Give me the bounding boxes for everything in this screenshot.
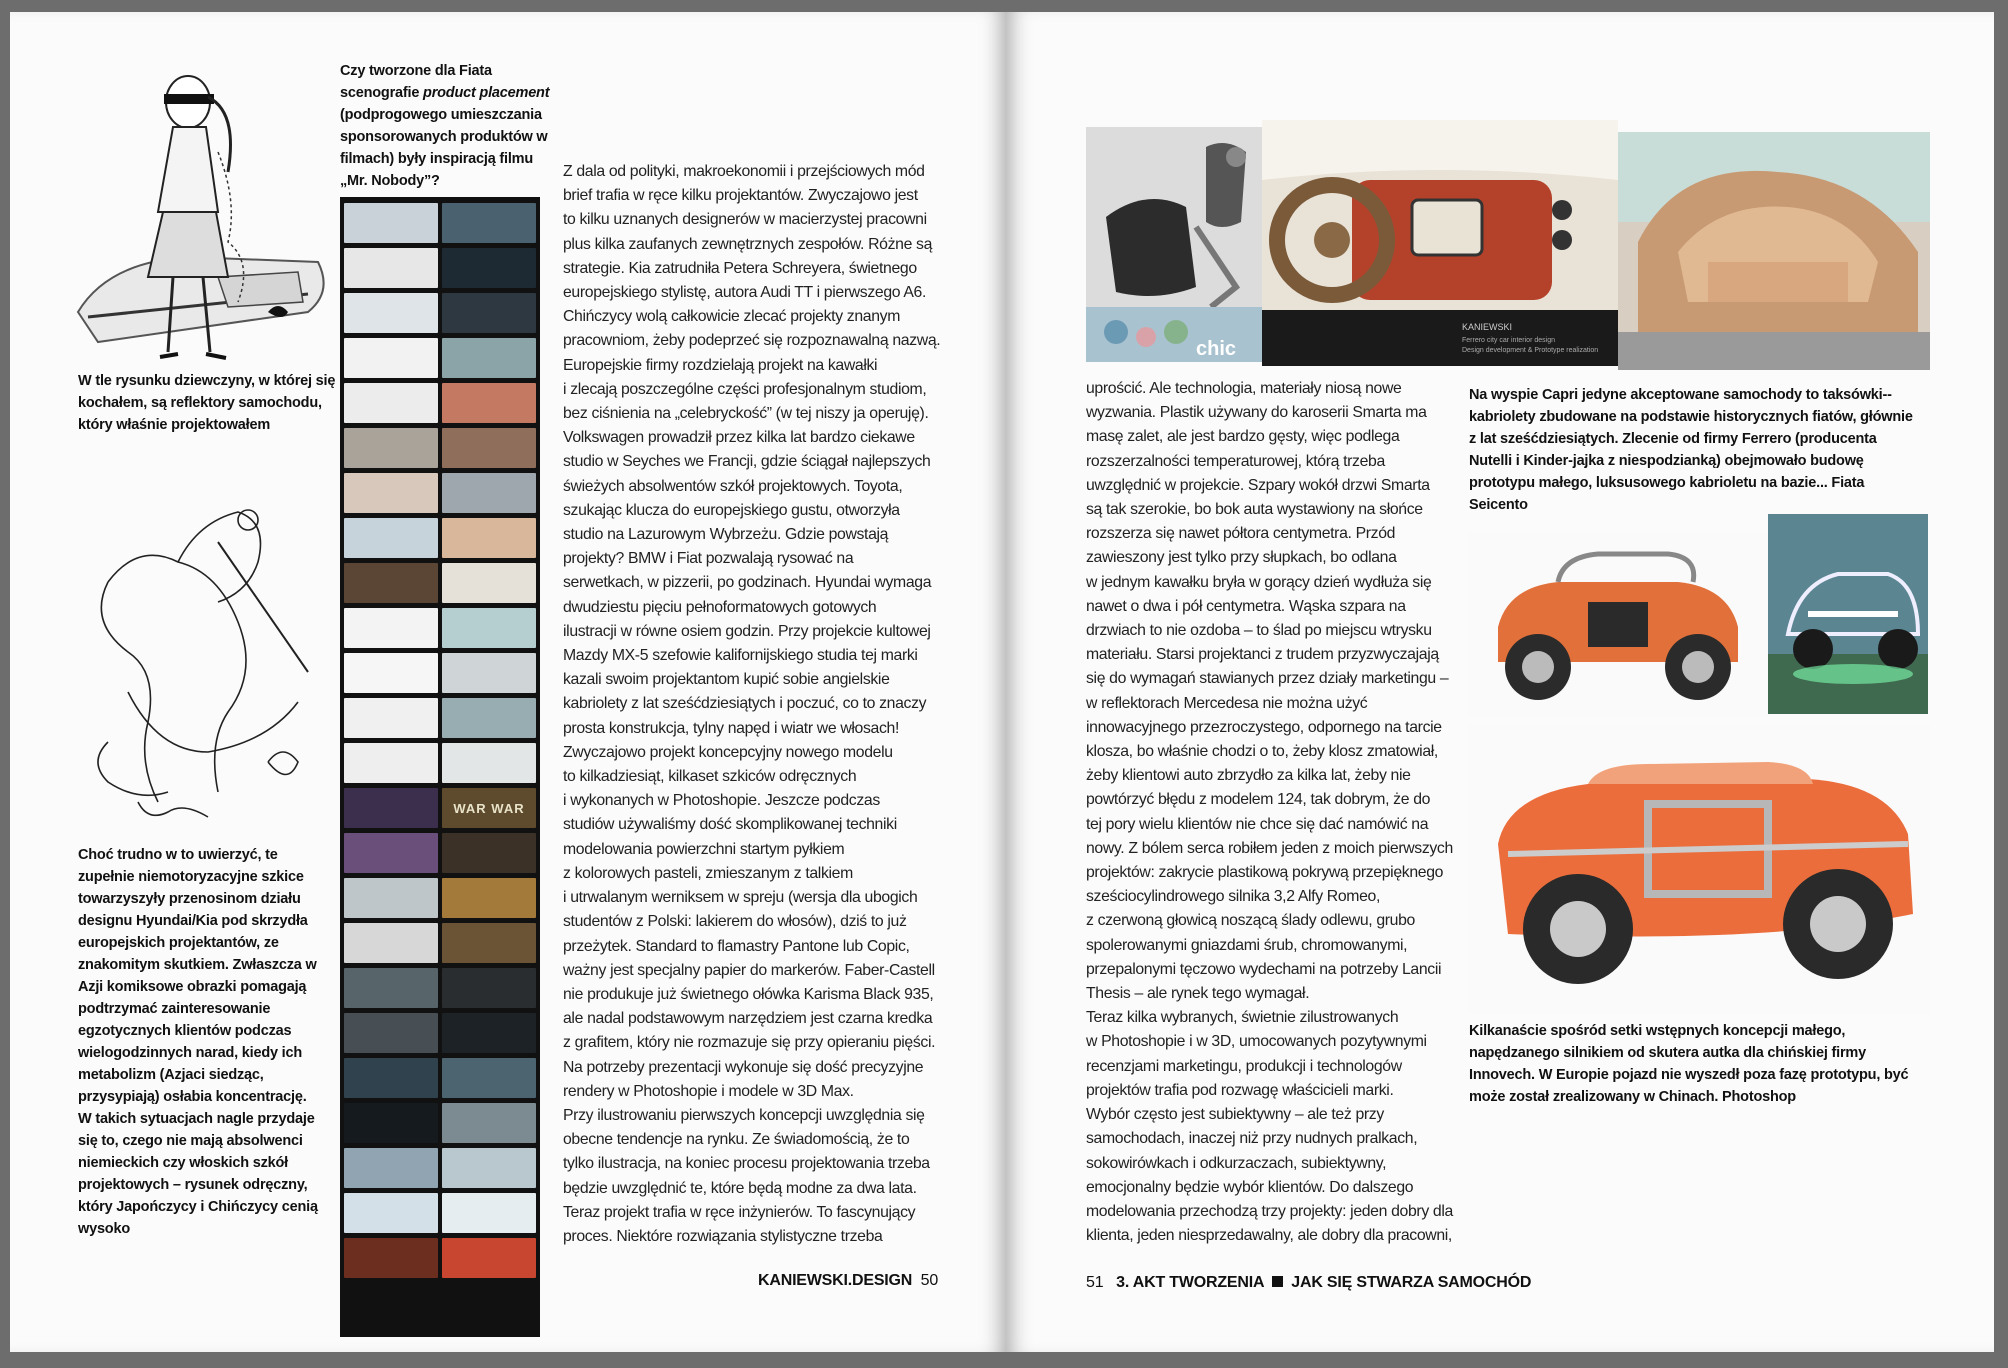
text-line: nawet o dwa i pół centymetra. Wąska szpara na [1086,597,1406,615]
glowing-buggy-render [1768,514,1928,714]
film-still [442,563,536,603]
film-still [442,1103,536,1143]
text-line: materiału. Starsi projektanci z trudem przyzwyczajają [1086,646,1439,664]
text-line: są tak szerokie, bo bok auta wystawiony na słońce [1086,501,1423,519]
text-line: ilustracji w równe osiem godzin. Przy projekcie kultowej [563,622,931,640]
film-still [442,878,536,918]
caption-fiat-italic: product placement [423,85,550,101]
caption-fiat-product-placement [340,60,550,192]
film-still [344,563,438,603]
caption-innovech: Kilkanaście spośród setki wstępnych koncepcji małego, napędzanego silnikiem od skutera autka dla chińskiej firmy Innovech. W Europie pojazd nie wyszedł poza fazę prototypu, być może został zrealizowany w Chinach. Photoshop [1469,1023,1909,1105]
caption-capri: Na wyspie Capri jedyne akceptowane samochody to taksówki--kabriolety zbudowane na podstawie historycznych fiatów, głównie z lat sześćdziesiątych. Zlecenie od firmy Ferrero (producenta Nutelli i Kinder-jajka z niespodzianką) obejmowało budowę prototypu małego, luksusowego kabrioletu na bazie... Fiata Seicento [1469,387,1913,513]
film-still-war [442,788,536,828]
text-line: uprościć. Ale technologia, materiały niosą nowe [1086,380,1402,397]
film-still [442,428,536,468]
film-still [344,1238,438,1278]
film-still [344,203,438,243]
text-line: Chińczycy wolą całkowicie zlecać projekty znanym [563,308,901,326]
body-text-left [563,160,963,1249]
text-line: samochodach, inaczej niż przy nudnych pralkach, [1086,1130,1418,1148]
film-still [344,743,438,783]
text-line: pracowniom, żeby podeprzeć się rozpoznawalną nazwą. [563,332,941,350]
text-line: spolerowanymi gniazdami śrub, chromowanymi, [1086,936,1408,954]
film-still [344,1013,438,1053]
text-line: europejskiego stylistę, autora Audi TT i pierwszego A6. [563,284,927,302]
footer-left [758,1272,938,1290]
text-line: rendery w Photoshopie i modele w 3D Max. [563,1082,854,1100]
film-still [344,833,438,873]
film-stills-collage [340,197,540,1337]
seat-design-photo [1086,127,1262,362]
film-still [442,923,536,963]
text-line: ale nadal podstawowym narzędziem jest czarna kredka [563,1010,933,1028]
film-still [442,608,536,648]
film-still [442,338,536,378]
text-line: uwzględnić w projekcie. Szpary wokół drzwi Smarta [1086,476,1430,494]
prototype-body-photo [1618,132,1930,370]
text-line: w Photoshopie i w 3D, umocowanych pozytywnymi [1086,1033,1427,1051]
text-line: tylko ilustracja, na koniec procesu projektowania trzeba [563,1155,930,1173]
text-line: rozszerzalności temperaturowej, którą trzeba [1086,452,1385,470]
text-line: i wykonanych w Photoshopie. Jeszcze podczas [563,792,880,810]
text-line: powtórzyć błędu z modelem 124, tak dobrym, że do [1086,791,1431,809]
interior-subtitle-1: Ferrero city car interior design [1462,337,1555,344]
text-line: przeżytek. Standard to flamastry Pantone lub Copic, [563,937,910,955]
text-line: recenzjami marketingu, produkcji i technologów [1086,1057,1402,1075]
text-line: wyzwania. Plastik używany do karoserii Smarta ma [1086,404,1427,422]
text-line: i zlecają poszczególne części profesjonalnym studiom, [563,380,927,398]
text-line: to kilku uznanych designerów w macierzystej pracowni [563,211,927,229]
text-line: sześciocylindrowego silnika 3,2 Alfy Romeo, [1086,888,1381,906]
text-line: to kilkadziesiąt, kilkaset szkiców odręcznych [563,768,857,786]
text-line: studentów z Polski: lakierem do włosów), dziś to już [563,913,907,931]
text-line: kabriolety z lat sześćdziesiątych i poczuć, co to znaczy [563,695,927,713]
text-line: Przy ilustrowaniu pierwszych koncepcji uwzględnia się [563,1106,925,1124]
text-line: nie produkuje już świetnego ołówka Karisma Black 935, [563,985,934,1003]
page-number-left: 50 [920,1272,939,1289]
film-still [442,248,536,288]
caption-fiat-part3: (podprogowego umieszczania sponsorowanych produktów w filmach) były inspiracją filmu „Mr. Nobody”? [340,107,548,189]
horseman-sketch-illustration [68,502,338,832]
text-line: zawieszony jest tylko przy słupkach, bo odlana [1086,549,1397,567]
text-line: serwetkach, w pizzerii, po godzinach. Hyundai wymaga [563,574,932,592]
text-line: w reflektorach Mercedesa nie można użyć [1086,694,1368,712]
text-line: proces. Niektóre rozwiązania stylistyczne trzeba [563,1227,883,1245]
text-line: Thesis – ale rynek tego wymagał. [1086,985,1310,1003]
film-title-text: WAR WAR [453,800,525,816]
film-still [344,698,438,738]
text-line: świeżych absolwentów szkół projektowych. Toyota, [563,477,903,495]
text-line: i utrwalanym werniksem w spreju (wersja dla ubogich [563,889,918,907]
film-still [344,1148,438,1188]
text-line: masę zalet, ale jest bardzo gęsty, więc podlega [1086,428,1400,446]
film-still [344,383,438,423]
film-still [344,1103,438,1143]
text-line: klosza, bo właśnie chodzi o to, żeby klosz zmatowiał, [1086,743,1438,761]
body-text-right [1086,377,1466,1248]
text-line: Wybór często jest subiektywny – ale też przy [1086,1106,1384,1124]
orange-buggy-render [1468,532,1768,717]
film-still [442,203,536,243]
left-page [10,12,1006,1352]
text-line: Z dala od polityki, makroekonomii i przejściowych mód [563,163,925,180]
convertible-buggy-render [1468,724,1930,1014]
section-title: JAK SIĘ STWARZA SAMOCHÓD [1291,1274,1532,1291]
film-still [442,653,536,693]
caption-fiat-part2: scenografie [340,85,424,101]
text-line: brief trafia w ręce kilku projektantów. Zwyczajowo jest [563,187,918,205]
film-still [344,1058,438,1098]
text-line: modelowania powierzchni startym pyłkiem [563,840,845,858]
text-line: ważny jest specjalny papier do markerów. Faber-Castell [563,961,935,979]
film-still [344,878,438,918]
text-line: nowy. Z bólem serca robiłem jeden z moich pierwszych [1086,839,1453,857]
text-line: plus kilka zaufanych zewnętrznych zespołów. Różne są [563,235,933,253]
film-still [442,1148,536,1188]
text-line: Teraz kilka wybranych, świetnie zilustrowanych [1086,1009,1399,1027]
film-still [344,968,438,1008]
film-still [442,698,536,738]
text-line: Mazdy MX-5 szefowie kalifornijskiego studia tej marki [563,647,918,665]
text-line: rozszerza się nawet półtora centymetra. Przód [1086,525,1396,543]
text-line: Europejskie firmy rozdzielają projekt na kawałki [563,356,878,374]
film-still [344,338,438,378]
film-still [442,1193,536,1233]
text-line: bez ciśnienia na „celebryckość” (w tej niszy ja operuję). [563,405,929,423]
text-line: z grafitem, który nie rozmazuje się przy opieraniu pięści. [563,1034,936,1052]
text-line: w jednym kawałku bryła w gorący dzień wydłuża się [1086,573,1432,591]
square-bullet-icon [1272,1276,1283,1287]
girl-sketch-illustration [68,62,338,372]
text-line: drzwiach to nie ozdoba – to ślad po miejscu wtrysku [1086,622,1432,640]
text-line: się do wymagań stawianych przez działy marketingu – [1086,670,1449,688]
chic-logo-text: chic [1196,338,1237,360]
text-line: przepalonymi tęczowo wydechami na potrzeby Lancii [1086,960,1442,978]
text-line: dwudziestu pięciu pełnoformatowych gotowych [563,598,877,616]
film-still [442,518,536,558]
interior-subtitle-2: Design development & Prototype realization [1462,347,1599,354]
film-still [442,473,536,513]
film-still [442,968,536,1008]
text-line: z czerwoną głowicą noszącą ślady odlewu, grubo [1086,912,1415,930]
film-still [442,1058,536,1098]
text-line: modelowania przechodzą trzy projekty: jeden dobry dla [1086,1202,1453,1220]
film-still [442,293,536,333]
text-line: studio na Lazurowym Wybrzeżu. Gdzie powstają [563,526,889,544]
film-still [344,608,438,648]
text-line: żeby klientowi auto zbrzydło za kilka lat, żeby nie [1086,767,1411,785]
text-line: projekty? BMW i Fiat pozwalają rysować na [563,550,854,568]
text-line: tej pory wielu klientów nie chce się dać namówić na [1086,815,1429,833]
film-still [344,248,438,288]
text-line: Na potrzeby prezentacji wykonuje się dość precyzyjne [563,1058,924,1076]
film-still [344,1193,438,1233]
text-line: sokowirówkach i odkurzaczach, subiektywny, [1086,1154,1387,1172]
footer-right [1086,1274,1586,1292]
text-line: kazali swoim projektantom kupić sobie angielskie [563,671,890,689]
dashboard-interior-photo [1262,120,1618,366]
film-still [344,518,438,558]
film-still [442,383,536,423]
chapter-title: 3. AKT TWORZENIA [1116,1274,1264,1291]
text-line: emocjonalny będzie wybór klientów. Do dalszego [1086,1178,1414,1196]
footer-brand: KANIEWSKI.DESIGN [758,1272,913,1289]
text-line: projektów trafia pod rozwagę właścicieli marki. [1086,1081,1394,1099]
page-number-right: 51 [1086,1274,1104,1291]
film-still [442,1013,536,1053]
film-still [344,473,438,513]
film-still [344,293,438,333]
film-still [344,923,438,963]
text-line: obecne tendencje na rynku. Ze świadomością, że to [563,1131,910,1149]
film-still [344,428,438,468]
text-line: Teraz projekt trafia w ręce inżynierów. To fascynujący [563,1203,916,1221]
right-page [1006,12,1994,1352]
text-line: z kolorowych pasteli, zmieszanym z talkiem [563,864,853,882]
film-still [344,653,438,693]
text-line: szukając klucza do europejskiego gustu, otworzyła [563,501,900,519]
film-still [442,1238,536,1278]
text-line: projektów: zakrycie plastikową pokrywą przepięknego [1086,864,1444,882]
caption-fiat-part1: Czy tworzone dla Fiata [340,63,492,79]
text-line: prosta konstrukcja, tylny napęd i wiatr we włosach! [563,719,899,737]
text-line: studio w Seyches we Francji, gdzie ściągał najlepszych [563,453,931,471]
caption-hyundai-kia: Choć trudno w to uwierzyć, te zupełnie niemotoryzacyjne szkice towarzyszyły przenosinom działu designu Hyundai/Kia pod skrzydła europejskich projektantów, ze znakomitym skutkiem. Zwłaszcza w Azji komiksowe obrazki pomagają podtrzymać zainteresowanie egzotycznych klientów podczas wielogodzinnych narad, kiedy ich metabolizm (Azjaci siedząc, przysypiają) osłabia koncentrację. W takich sytuacjach nagle przydaje się to, czego nie mają absolwenci niemieckich czy włoskich szkół projektowych – rysunek odręczny, który Japończycy i Chińczycy cenią wysoko [78,847,318,1237]
text-line: Zwyczajowo projekt koncepcyjny nowego modelu [563,743,893,761]
text-line: Volkswagen prowadził przez kilka lat bardzo ciekawe [563,429,915,447]
text-line: klienta, jeden niesprzedawalny, ale dobry dla pracowni, [1086,1227,1452,1245]
text-line: będzie uwzględnić te, które będą modne za dwa lata. [563,1179,917,1197]
caption-girl-sketch: W tle rysunku dziewczyny, w której się kochałem, są reflektory samochodu, który właśnie projektowałem [78,373,336,433]
interior-brand-label: KANIEWSKI [1462,322,1513,332]
text-line: innowacyjnego przezroczystego, odpornego na tarcie [1086,718,1442,736]
text-line: studiów używaliśmy dość skomplikowanej techniki [563,816,897,834]
text-line: strategie. Kia zatrudniła Petera Schreyera, świetnego [563,259,917,277]
film-still [442,833,536,873]
film-still [344,788,438,828]
film-still [442,743,536,783]
